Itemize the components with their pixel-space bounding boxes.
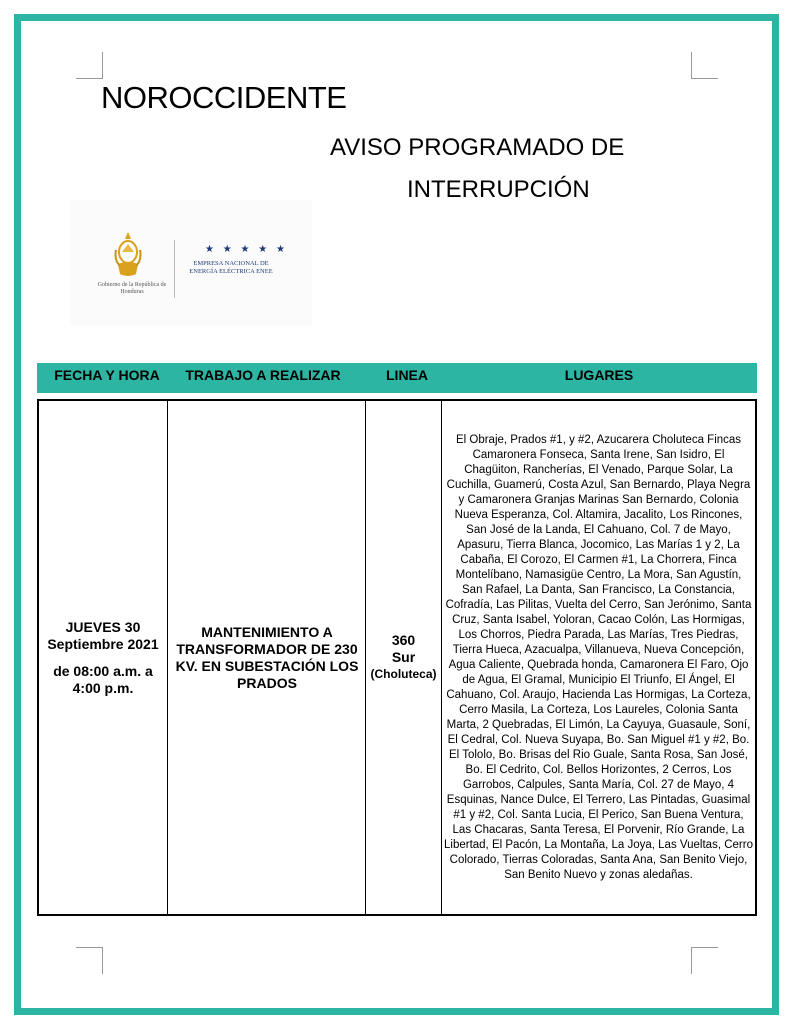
fecha-hora: de 08:00 a.m. a 4:00 p.m. xyxy=(53,662,153,696)
schedule-table xyxy=(37,399,757,916)
cell-fecha xyxy=(39,401,167,914)
institution-logo xyxy=(70,200,312,326)
header-linea: LINEA xyxy=(386,367,428,383)
linea-number: 360 xyxy=(391,632,416,648)
fecha-month: Septiembre 2021 xyxy=(47,635,159,652)
notice-title-line1: AVISO PROGRAMADO DE xyxy=(330,134,625,161)
header-trabajo: TRABAJO A REALIZAR xyxy=(185,367,341,383)
notice-title xyxy=(330,134,670,204)
honduras-seal-icon xyxy=(114,230,142,280)
cell-linea xyxy=(366,401,441,914)
header-fecha: FECHA Y HORA xyxy=(54,367,160,383)
government-text: Gobierno de la República de Honduras xyxy=(97,282,167,295)
crop-mark-top-left xyxy=(76,52,103,79)
lugares-text: El Obraje, Prados #1, y #2, Azucarera Choluteca Fincas Camaronera Fonseca, Santa Irene, San Isidro, El Chagüiton, Rancherías, El Venado, Parque Solar, La Cuchilla, Guamerú, Costa Azul, San Bernardo, Playa Negra y Camaronera Granjas Marinas San Bernardo, Colonia Nueva Esperanza, Col. Altamira, Jacalito, Los Rincones, San José de la Landa, El Cahuano, Col. 7 de Mayo, Apasuru, Tierra Blanca, Jocomico, Las Marías 1 y 2, La Cabaña, El Corozo, El Carmen #1, La Chorrera, Finca Montelíbano, Namasigüe Centro, La Mora, San Agustín, San Rafael, La Danta, San Francisco, La Constancia, Cofradía, Las Pilitas, Vuelta del Cerro, San Jerónimo, Santa Cruz, Santa Isabel, Yoloran, Cacao Colón, Las Hormigas, Los Chorros, Piedra Parada, Las Marías, Tres Piedras, Tierra Hueca, Azacualpa, Villanueva, Nueva Concepción, Agua Caliente, Quebrada honda, Camaronera El Faro, Ojo de Agua, El Gramal, Municipio El Triunfo, El Ángel, El Cahuano, Col. Araujo, Hacienda Las Hormigas, La Corteza, Cerro Masila, La Corteza, Los Laureles, Colonia Santa Marta, 2 Quebradas, El Limón, La Cayuya, Guasaule, Soní, El Cedral, Col. Nueva Suyapa, Bo. San Miguel #1 y #2, Bo. El Tololo, Bo. Brisas del Rio Guale, Santa Rosa, San José, Bo. El Cedrito, Col. Bellos Horizontes, 2 Cerros, Los Garrobos, Calpules, Santa María, Col. 27 de Mayo, 4 Esquinas, Nance Dulce, El Terrero, Las Pintadas, Guasimal #1 y #2, Col. Santa Lucia, El Perico, San Buena Ventura, Las Chacaras, Santa Teresa, El Porvenir, Río Grande, La Libertad, El Pacón, La Montaña, La Joya, Las Vueltas, Cerro Colorado, Tierras Coloradas, Santa Ana, San Benito Viejo, San Benito Nuevo y zonas aledañas. xyxy=(444,433,753,881)
table-header xyxy=(37,363,757,393)
linea-city: (Choluteca) xyxy=(370,667,437,681)
logo-divider xyxy=(174,240,175,298)
region-title: NOROCCIDENTE xyxy=(101,80,347,115)
cell-lugares xyxy=(442,401,755,914)
linea-direction: Sur xyxy=(391,649,416,665)
column-divider xyxy=(167,401,168,914)
crop-mark-top-right xyxy=(691,52,718,79)
cell-trabajo xyxy=(169,401,365,914)
crop-mark-bottom-left xyxy=(76,947,103,974)
trabajo-text: MANTENIMIENTO A TRANSFORMADOR DE 230 KV. EN SUBESTACIÓN LOS PRADOS xyxy=(175,623,359,691)
fecha-day: JUEVES 30 xyxy=(65,618,141,635)
stars-icon: ★ ★ ★ ★ ★ xyxy=(205,244,288,255)
notice-title-line2: INTERRUPCIÓN xyxy=(407,176,590,203)
crop-mark-bottom-right xyxy=(691,947,718,974)
header-lugares: LUGARES xyxy=(564,367,634,383)
enee-text: EMPRESA NACIONAL DE ENERGÍA ELÉCTRICA ENEE xyxy=(189,260,273,275)
